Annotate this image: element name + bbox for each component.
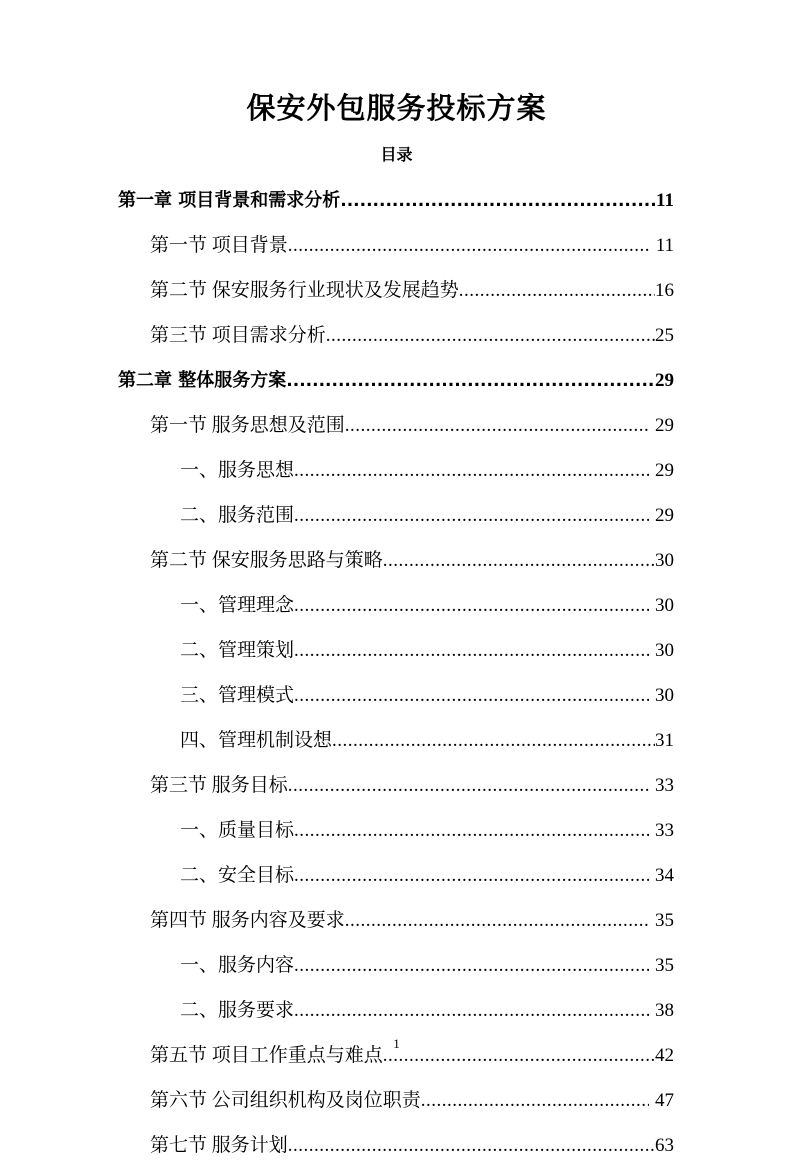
toc-entry-page-number: 29: [655, 415, 674, 436]
toc-dot-leader: [421, 1078, 649, 1123]
toc-entry[interactable]: [118, 313, 674, 358]
toc-entry-label: 二、服务要求: [180, 1000, 295, 1021]
toc-heading: 目录: [380, 145, 413, 164]
toc-dot-leader: [294, 628, 649, 673]
toc-dot-leader: [294, 583, 649, 628]
toc-entry-page-number: 11: [656, 190, 674, 211]
toc-entry[interactable]: [118, 898, 674, 943]
toc-entry-page-number: 25: [655, 325, 674, 346]
toc-entry[interactable]: [118, 808, 674, 853]
toc-entry-page-number: 33: [655, 820, 674, 841]
toc-entry-label: 第一节 项目背景: [150, 235, 288, 256]
toc-entry-label: 第一章 项目背景和需求分析: [118, 190, 341, 211]
toc-entry[interactable]: [118, 358, 674, 403]
toc-dot-leader: [459, 268, 655, 313]
toc-entry-page-number: 63: [655, 1135, 674, 1156]
toc-entry-label: 四、管理机制设想: [180, 730, 333, 751]
toc-entry-page-number: 42: [655, 1045, 674, 1066]
toc-entry[interactable]: [118, 718, 674, 763]
toc-entry-label: 第二章 整体服务方案: [118, 370, 287, 391]
toc-entry-label: 第二节 保安服务思路与策略: [150, 550, 383, 571]
toc-dot-leader: [286, 359, 655, 404]
toc-entry-label: 一、质量目标: [180, 820, 295, 841]
toc-entry-label: 第四节 服务内容及要求: [150, 910, 345, 931]
toc-entry-page-number: 35: [655, 910, 674, 931]
toc-dot-leader: [345, 403, 649, 448]
toc-entry-page-number: 33: [655, 775, 674, 796]
toc-entry-page-number: 30: [655, 550, 674, 571]
toc-entry-page-number: 29: [655, 370, 674, 391]
page-title: 保安外包服务投标方案: [246, 91, 547, 125]
toc-dot-leader: [294, 673, 649, 718]
toc-entry-page-number: 11: [655, 235, 674, 256]
table-of-contents: [118, 178, 674, 1168]
toc-entry-label: 二、管理策划: [180, 640, 295, 661]
toc-entry[interactable]: [118, 988, 674, 1033]
toc-entry-label: 第五节 项目工作重点与难点: [150, 1045, 383, 1066]
toc-entry-label: 第二节 保安服务行业现状及发展趋势: [150, 280, 459, 301]
toc-entry-label: 二、安全目标: [180, 865, 295, 886]
toc-entry[interactable]: [118, 853, 674, 898]
toc-entry[interactable]: [118, 763, 674, 808]
toc-entry-page-number: 30: [655, 595, 674, 616]
toc-dot-leader: [288, 223, 650, 268]
toc-entry-label: 一、服务内容: [180, 955, 295, 976]
toc-entry-label: 一、服务思想: [180, 460, 295, 481]
toc-entry-page-number: 38: [655, 1000, 674, 1021]
footer-page-number: 1: [393, 1036, 400, 1051]
toc-dot-leader: [326, 313, 655, 358]
toc-entry-page-number: 29: [655, 505, 674, 526]
toc-dot-leader: [332, 718, 655, 763]
toc-entry-label: 第三节 服务目标: [150, 775, 288, 796]
toc-entry-label: 第六节 公司组织机构及岗位职责: [150, 1090, 421, 1111]
toc-dot-leader: [294, 448, 649, 493]
toc-entry-label: 第一节 服务思想及范围: [150, 415, 345, 436]
toc-entry-page-number: 34: [655, 865, 674, 886]
toc-entry-label: 第七节 服务计划: [150, 1135, 288, 1156]
toc-entry[interactable]: [118, 493, 674, 538]
toc-dot-leader: [340, 179, 656, 224]
toc-entry[interactable]: [118, 178, 674, 223]
toc-entry-label: 二、服务范围: [180, 505, 295, 526]
toc-dot-leader: [294, 493, 649, 538]
toc-entry[interactable]: [118, 943, 674, 988]
toc-entry-page-number: 29: [655, 460, 674, 481]
toc-entry[interactable]: [118, 538, 674, 583]
toc-entry[interactable]: [118, 403, 674, 448]
toc-entry-page-number: 35: [655, 955, 674, 976]
toc-entry[interactable]: [118, 1078, 674, 1123]
toc-entry-page-number: 47: [655, 1090, 674, 1111]
toc-entry-page-number: 31: [655, 730, 674, 751]
toc-entry-label: 一、管理理念: [180, 595, 295, 616]
toc-entry[interactable]: [118, 583, 674, 628]
toc-dot-leader: [294, 853, 649, 898]
toc-dot-leader: [294, 808, 649, 853]
toc-entry[interactable]: [118, 673, 674, 718]
toc-entry-label: 第三节 项目需求分析: [150, 325, 326, 346]
toc-dot-leader: [294, 943, 649, 988]
toc-entry-label: 三、管理模式: [180, 685, 295, 706]
toc-entry[interactable]: [118, 268, 674, 313]
toc-dot-leader: [345, 898, 649, 943]
toc-entry-page-number: 30: [655, 640, 674, 661]
toc-entry[interactable]: [118, 1123, 674, 1168]
toc-dot-leader: [288, 1123, 655, 1168]
toc-entry[interactable]: [118, 448, 674, 493]
toc-entry-page-number: 30: [655, 685, 674, 706]
toc-dot-leader: [288, 763, 649, 808]
toc-dot-leader: [383, 538, 655, 583]
toc-entry[interactable]: [118, 223, 674, 268]
toc-entry[interactable]: [118, 628, 674, 673]
toc-dot-leader: [294, 988, 649, 1033]
toc-entry-page-number: 16: [655, 280, 674, 301]
